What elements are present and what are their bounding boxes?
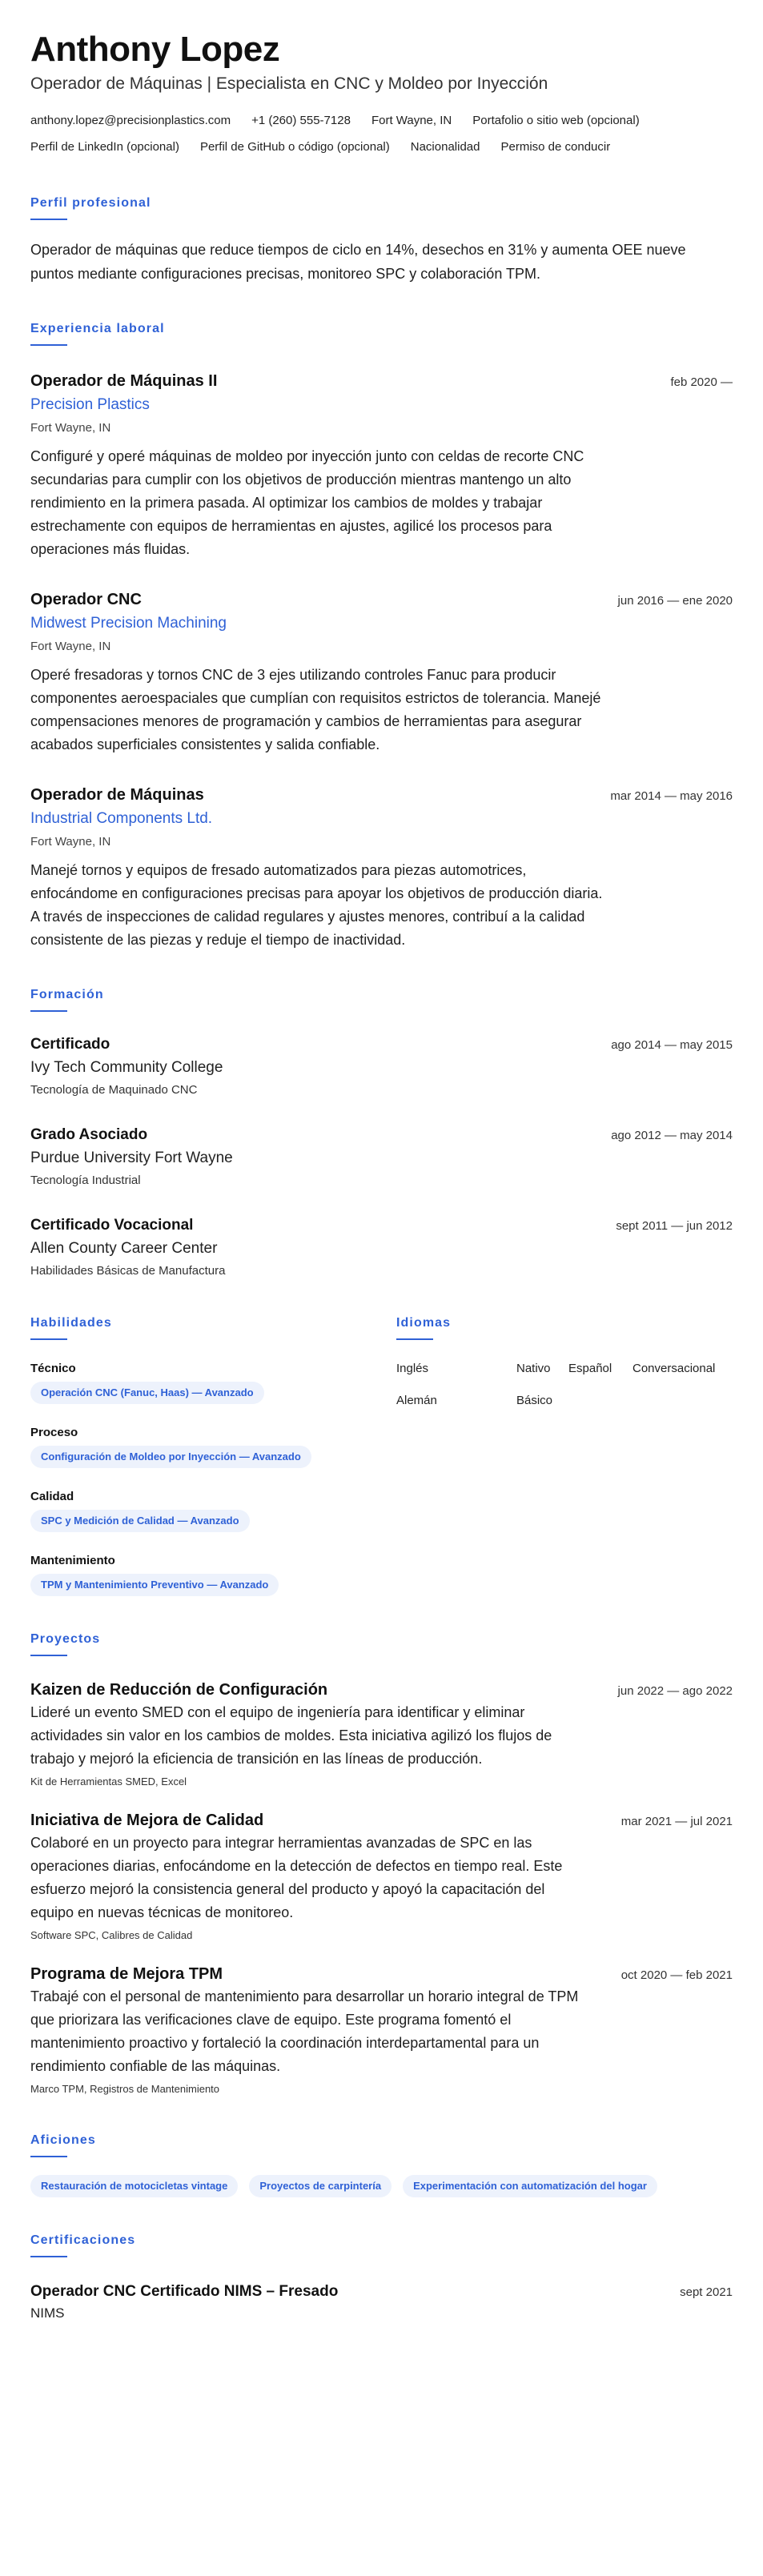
projects-section: [30, 1631, 733, 2097]
candidate-title: Operador de Máquinas | Especialista en CNC y Moldeo por Inyección: [30, 74, 548, 93]
education-date: sept 2011 — jun 2012: [616, 1219, 733, 1233]
job-entry: [30, 588, 733, 756]
hobbies-section: [30, 2133, 733, 2197]
project-title: Iniciativa de Mejora de Calidad: [30, 1812, 264, 1829]
job-location: Fort Wayne, IN: [30, 421, 111, 435]
experience-section: [30, 321, 733, 952]
contact-phone[interactable]: +1 (260) 555-7128: [251, 114, 351, 127]
language-row: [396, 1393, 733, 1409]
section-divider: [30, 2156, 67, 2157]
contact-github[interactable]: Perfil de GitHub o código (opcional): [199, 140, 390, 154]
summary-text: Operador de máquinas que reduce tiempos de ciclo en 14%, desechos en 31% y aumenta OEE nueve puntos mediante configuraciones precisas, monitoreo SPC y colaboración TPM.: [30, 242, 686, 282]
job-title: Operador de Máquinas: [30, 786, 204, 804]
education-school: Allen County Career Center: [30, 1240, 218, 1257]
contact-driving-license: Permiso de conducir: [500, 140, 611, 154]
education-entry: [30, 1215, 733, 1280]
section-title: Perfil profesional: [30, 196, 151, 210]
certification-name: Operador CNC Certificado NIMS – Fresado: [30, 2283, 339, 2300]
language-level: Conversacional: [632, 1362, 716, 1375]
job-company[interactable]: Midwest Precision Machining: [30, 615, 227, 632]
job-description: Configuré y operé máquinas de moldeo por inyección junto con celdas de recorte CNC secundarias para cumplir con los objetivos de producción mientras mantengo un alto rendimiento en la primera pasada. Al optimizar los cambios de moldes y trabajar estrechamente con equipos de herramientas en ajustes, agilicé los procesos para operaciones más fluidas.: [30, 448, 584, 557]
project-description: Colaboré en un proyecto para integrar herramientas avanzadas de SPC en las operaciones diarias, enfocándome en la detección de defectos en tiempo real. Este esfuerzo mejoró la consistencia general del producto y apoyó la capacitación del equipo en nuevas técnicas de monitoreo.: [30, 1835, 563, 1920]
education-field: Tecnología de Maquinado CNC: [30, 1083, 198, 1097]
job-description: Operé fresadoras y tornos CNC de 3 ejes utilizando controles Fanuc para producir componentes aeroespaciales que cumplían con requisitos estrictos de tolerancia. Manejé compensaciones menores de programación y cambios de herramientas para asegurar acabados superficiales consistentes y salida confiable.: [30, 667, 601, 752]
summary-section: [30, 195, 733, 286]
contact-portfolio[interactable]: Portafolio o sitio web (opcional): [472, 114, 640, 127]
project-title: Programa de Mejora TPM: [30, 1965, 223, 1983]
education-entry: [30, 1034, 733, 1099]
skill-group: [30, 1361, 396, 1404]
contact-location: Fort Wayne, IN: [371, 114, 452, 127]
skill-chip: Operación CNC (Fanuc, Haas) — Avanzado: [30, 1382, 264, 1404]
skill-category: Calidad: [30, 1490, 74, 1503]
education-entry: [30, 1125, 733, 1190]
languages-list: [396, 1361, 733, 1409]
language-name: Alemán: [396, 1394, 437, 1407]
contact-linkedin[interactable]: Perfil de LinkedIn (opcional): [30, 140, 179, 154]
language-level: Básico: [516, 1394, 553, 1407]
language-name: Inglés: [396, 1362, 429, 1375]
hobby-chip: Experimentación con automatización del hogar: [403, 2175, 657, 2197]
education-section: [30, 987, 733, 1280]
job-date: jun 2016 — ene 2020: [617, 594, 733, 608]
skill-group: [30, 1489, 396, 1532]
certification-entry: [30, 2281, 733, 2323]
job-company[interactable]: Industrial Components Ltd.: [30, 810, 213, 827]
section-divider: [30, 219, 67, 220]
language-level: Nativo: [516, 1362, 551, 1375]
certification-date: sept 2021: [680, 2285, 733, 2299]
project-tools: Software SPC, Calibres de Calidad: [30, 1929, 193, 1941]
project-entry: [30, 1679, 733, 1790]
project-date: oct 2020 — feb 2021: [620, 1968, 733, 1982]
education-school: Ivy Tech Community College: [30, 1059, 223, 1076]
section-title: Certificaciones: [30, 2233, 136, 2247]
certification-issuer: NIMS: [30, 2305, 65, 2321]
hobby-chip: Restauración de motocicletas vintage: [30, 2175, 238, 2197]
project-entry: [30, 1809, 733, 1944]
project-tools: Marco TPM, Registros de Mantenimiento: [30, 2083, 220, 2095]
project-title: Kaizen de Reducción de Configuración: [30, 1681, 328, 1699]
skill-category: Mantenimiento: [30, 1554, 115, 1567]
certifications-section: [30, 2233, 733, 2323]
education-degree: Certificado Vocacional: [30, 1217, 194, 1234]
language-name: Español: [568, 1362, 612, 1375]
project-description: Lideré un evento SMED con el equipo de ingeniería para identificar y eliminar actividades sin valor en los cambios de moldes. Esta iniciativa agilizó los flujos de trabajo y mejoró la eficiencia de transición en las líneas de producción.: [30, 1704, 552, 1767]
skill-group: [30, 1425, 396, 1468]
job-location: Fort Wayne, IN: [30, 640, 111, 653]
section-divider: [30, 2256, 67, 2257]
education-school: Purdue University Fort Wayne: [30, 1150, 233, 1166]
hobbies-list: [30, 2175, 733, 2197]
project-description: Trabajé con el personal de mantenimiento para desarrollar un horario integral de TPM que priorizara las verificaciones clave de equipo. Este programa fomentó el mantenimiento proactivo y fortaleció la coordinación interdepartamental para un rendimiento confiable de las máquinas.: [30, 1988, 579, 2074]
contact-info: [30, 107, 733, 160]
section-divider: [396, 1338, 433, 1340]
project-date: mar 2021 — jul 2021: [620, 1815, 733, 1828]
contact-nationality: Nacionalidad: [410, 140, 480, 154]
job-description: Manejé tornos y equipos de fresado automatizados para piezas automotrices, enfocándome en configuraciones precisas para apoyar los objetivos de producción diaria. A través de inspecciones de calidad regulares y ajustes menores, contribuí a la calidad consistente de las piezas y reduje el tiempo de inactividad.: [30, 862, 603, 948]
job-title: Operador de Máquinas II: [30, 372, 218, 390]
job-company[interactable]: Precision Plastics: [30, 396, 150, 413]
job-entry: [30, 784, 733, 952]
education-field: Habilidades Básicas de Manufactura: [30, 1264, 226, 1278]
section-title: Formación: [30, 988, 104, 1001]
job-date: feb 2020 —: [670, 375, 733, 389]
section-title: Aficiones: [30, 2133, 96, 2147]
skill-chip: Configuración de Moldeo por Inyección — Avanzado: [30, 1446, 311, 1468]
section-title: Experiencia laboral: [30, 322, 165, 335]
education-date: ago 2012 — may 2014: [611, 1129, 733, 1142]
project-date: jun 2022 — ago 2022: [617, 1684, 733, 1698]
job-entry: [30, 370, 733, 561]
resume-header: [30, 29, 733, 160]
education-date: ago 2014 — may 2015: [611, 1038, 733, 1052]
section-title: Idiomas: [396, 1316, 452, 1330]
skill-group: [30, 1553, 396, 1596]
section-title: Habilidades: [30, 1316, 112, 1330]
languages-section: [396, 1315, 733, 1596]
section-divider: [30, 1655, 67, 1656]
education-field: Tecnología Industrial: [30, 1174, 141, 1187]
skill-category: Proceso: [30, 1426, 78, 1439]
contact-email[interactable]: anthony.lopez@precisionplastics.com: [30, 114, 231, 127]
project-entry: [30, 1963, 733, 2097]
project-tools: Kit de Herramientas SMED, Excel: [30, 1776, 187, 1788]
candidate-name: Anthony Lopez: [30, 30, 280, 69]
skills-languages-row: [30, 1315, 733, 1596]
skill-chip: SPC y Medición de Calidad — Avanzado: [30, 1510, 250, 1532]
section-title: Proyectos: [30, 1632, 101, 1646]
skill-chip: TPM y Mantenimiento Preventivo — Avanzado: [30, 1574, 279, 1596]
language-row: [396, 1361, 733, 1377]
section-divider: [30, 1338, 67, 1340]
job-title: Operador CNC: [30, 591, 142, 608]
job-location: Fort Wayne, IN: [30, 835, 111, 849]
section-divider: [30, 1010, 67, 1012]
section-divider: [30, 344, 67, 346]
skills-section: [30, 1315, 396, 1596]
job-date: mar 2014 — may 2016: [610, 789, 733, 803]
education-degree: Grado Asociado: [30, 1126, 148, 1143]
hobby-chip: Proyectos de carpintería: [249, 2175, 392, 2197]
education-degree: Certificado: [30, 1036, 110, 1053]
skill-category: Técnico: [30, 1362, 76, 1375]
